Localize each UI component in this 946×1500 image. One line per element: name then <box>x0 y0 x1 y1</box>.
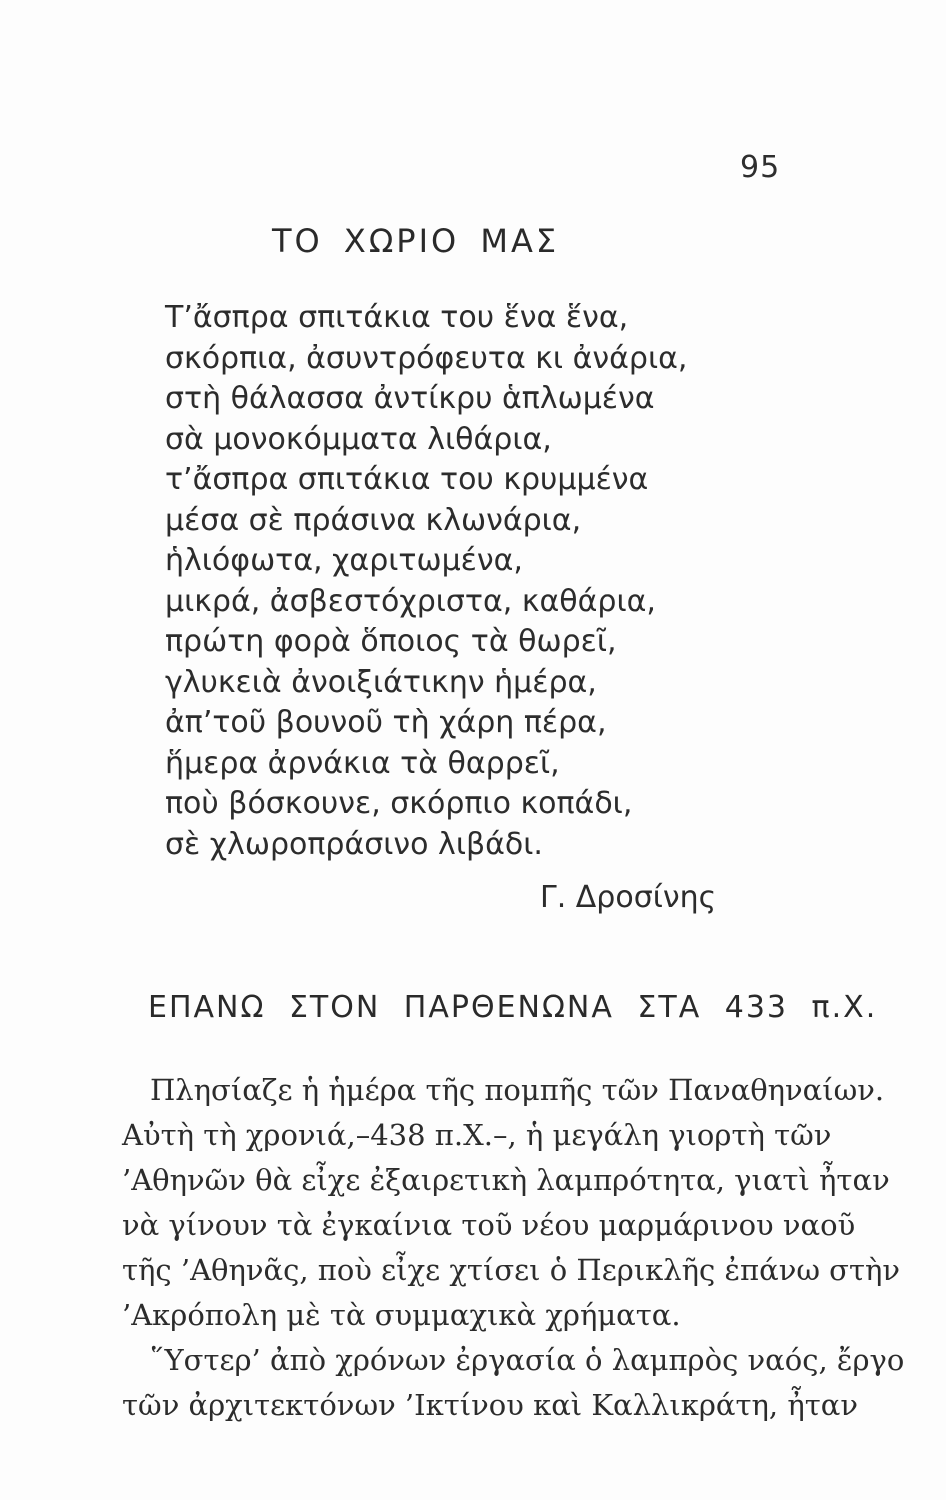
poem-line: σκόρπια, ἀσυντρόφευτα κι ἀνάρια, <box>165 340 688 376</box>
poem-line: Τ’ἄσπρα σπιτάκια του ἕνα ἕνα, <box>165 300 629 335</box>
article-line: ῞Υστερ’ ἀπὸ χρόνων ἐργασία ὁ λαμπρὸς ναός, ἔργο <box>150 1343 905 1377</box>
article-title: ΕΠΑΝΩ ΣΤΟΝ ΠΑΡΘΕΝΩΝΑ ΣΤΑ 433 π.Χ. <box>148 990 878 1025</box>
poem-line: στὴ θάλασσα ἀντίκρυ ἁπλωμένα <box>165 381 655 416</box>
poem-line: γλυκειὰ ἀνοιξιάτικην ἡμέρα, <box>165 664 597 700</box>
article-line: Πλησίαζε ἡ ἡμέρα τῆς πομπῆς τῶν Παναθηναίων. <box>150 1073 885 1107</box>
poem-author: Γ. Δροσίνης <box>540 880 717 915</box>
article-line: νὰ γίνουν τὰ ἐγκαίνια τοῦ νέου μαρμάρινου ναοῦ <box>122 1208 856 1242</box>
poem-line: ἀπ’τοῦ βουνοῦ τὴ χάρη πέρα, <box>165 705 607 740</box>
poem-line: μικρά, ἀσβεστόχριστα, καθάρια, <box>165 583 656 619</box>
poem-line: μέσα σὲ πράσινα κλωνάρια, <box>165 502 582 538</box>
article-body <box>122 1068 905 1428</box>
article-line: ’Ακρόπολη μὲ τὰ συμμαχικὰ χρήματα. <box>122 1298 681 1332</box>
article-line: τῆς ’Αθηνᾶς, ποὺ εἶχε χτίσει ὁ Περικλῆς ἐπάνω στὴν <box>122 1253 901 1287</box>
article-line: ’Αθηνῶν θὰ εἶχε ἐξαιρετικὴ λαμπρότητα, γιατὶ ἦταν <box>122 1163 890 1197</box>
page-number: 95 <box>740 150 781 185</box>
article-line: Αὐτὴ τὴ χρονιά,–438 π.Χ.–, ἡ μεγάλη γιορτὴ τῶν <box>122 1118 832 1152</box>
poem-body <box>165 298 725 865</box>
poem-line: ἥμερα ἀρνάκια τὰ θαρρεῖ, <box>165 745 560 781</box>
poem-line: ἡλιόφωτα, χαριτωμένα, <box>165 543 523 578</box>
poem-line: τ’ἄσπρα σπιτάκια του κρυμμένα <box>165 462 649 497</box>
poem-line: ποὺ βόσκουνε, σκόρπιο κοπάδι, <box>165 786 633 821</box>
poem-title: ΤΟ ΧΩΡΙΟ ΜΑΣ <box>272 222 560 260</box>
poem-line: σὰ μονοκόμματα λιθάρια, <box>165 421 552 457</box>
poem-line: σὲ χλωροπράσινο λιβάδι. <box>165 826 543 862</box>
poem-line: πρώτη φορὰ ὅποιος τὰ θωρεῖ, <box>165 624 617 659</box>
article-line: τῶν ἀρχιτεκτόνων ’Ικτίνου καὶ Καλλικράτη, ἦταν <box>122 1388 859 1422</box>
